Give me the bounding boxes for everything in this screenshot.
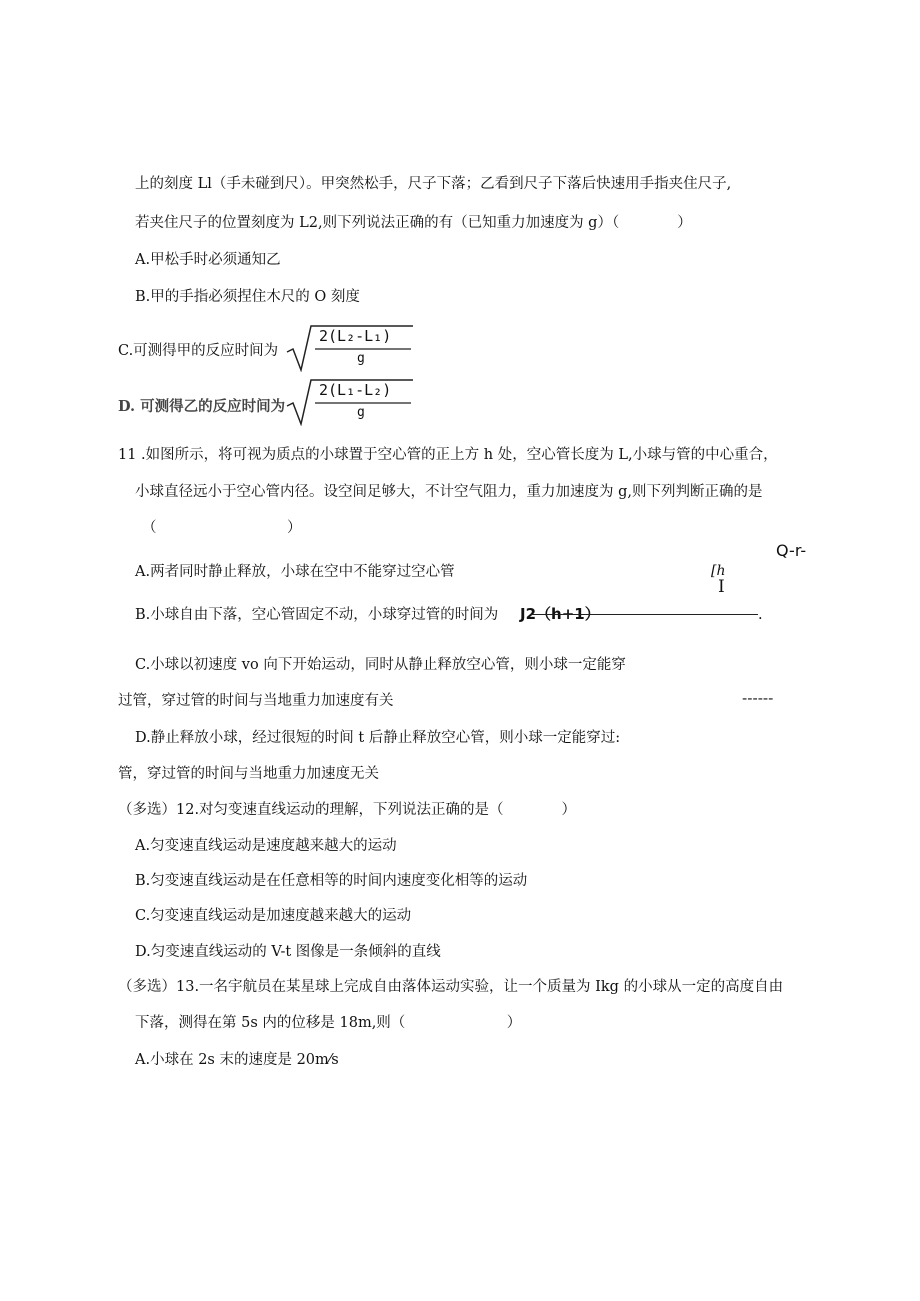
q11-option-b-formula: J2（h+1） xyxy=(520,605,600,623)
q11-option-b-period: . xyxy=(758,607,763,623)
q11-option-c-line-1: C.小球以初速度 vo 向下开始运动，同时从静止释放空心管，则小球一定能穿 xyxy=(135,657,626,673)
q12-text: （多选）12.对匀变速直线运动的理解，下列说法正确的是（ ） xyxy=(118,802,577,818)
formula-d xyxy=(285,376,415,426)
strike-line xyxy=(530,614,758,615)
q12-option-a: A.匀变速直线运动是速度越来越大的运动 xyxy=(135,838,397,854)
formula-c-denominator: g xyxy=(357,351,365,366)
q11-option-d-line-2: 管，穿过管的时间与当地重力加速度无关 xyxy=(118,766,379,782)
q11-text-line-1: 11 .如图所示，将可视为质点的小球置于空心管的正上方 h 处，空心管长度为 L,小球与管的中心重合， xyxy=(118,447,778,463)
q13-text-line-2: 下落，测得在第 5s 内的位移是 18m,则（ ） xyxy=(135,1015,522,1031)
q12-option-c: C.匀变速直线运动是加速度越来越大的运动 xyxy=(135,908,412,924)
q10-option-a: A.甲松手时必须通知乙 xyxy=(135,252,281,268)
figure-label-i: I xyxy=(718,577,725,597)
q10-option-c: C.可测得甲的反应时间为 xyxy=(118,343,279,359)
q11-text-line-2: 小球直径远小于空心管内径。设空间足够大，不计空气阻力，重力加速度为 g,则下列判断正确的是 xyxy=(135,484,763,500)
q12-option-b: B.匀变速直线运动是在任意相等的时间内速度变化相等的运动 xyxy=(135,873,528,889)
q10-text-line-2: 若夹住尺子的位置刻度为 L2,则下列说法正确的有（已知重力加速度为 g）（ ） xyxy=(135,215,692,231)
q12-option-d: D.匀变速直线运动的 V-t 图像是一条倾斜的直线 xyxy=(135,944,441,960)
q10-option-d: D. 可测得乙的反应时间为 xyxy=(118,398,286,415)
formula-d-denominator: g xyxy=(357,405,365,420)
q11-answer-bracket: （ ） xyxy=(142,520,302,536)
q11-option-c-line-2: 过管，穿过管的时间与当地重力加速度有关 xyxy=(118,693,394,709)
q11-option-d-line-1: D.静止释放小球，经过很短的时间 t 后静止释放空心管，则小球一定能穿过: xyxy=(135,730,621,746)
figure-label-q: Q-r- xyxy=(776,541,807,560)
figure-dashes: ------ xyxy=(742,691,774,707)
q13-option-a: A.小球在 2s 末的速度是 20m⁄s xyxy=(135,1052,339,1068)
q10-text-line-1: 上的刻度 Ll（手未碰到尺）。甲突然松手，尺子下落；乙看到尺子下落后快速用手指夹住尺子, xyxy=(135,176,732,192)
q11-option-b: B.小球自由下落，空心管固定不动，小球穿过管的时间为 xyxy=(135,607,499,623)
formula-c xyxy=(285,322,415,372)
q10-option-b: B.甲的手指必须捏住木尺的 O 刻度 xyxy=(135,289,360,305)
formula-c-numerator: 2(L₂-L₁) xyxy=(319,327,392,345)
formula-d-numerator: 2(L₁-L₂) xyxy=(319,381,392,399)
q13-text-line-1: （多选）13.一名宇航员在某星球上完成自由落体运动实验，让一个质量为 Ikg 的小球从一定的高度自由 xyxy=(118,979,784,995)
figure-label-h: [h xyxy=(711,563,726,579)
q11-option-a: A.两者同时静止释放，小球在空中不能穿过空心管 xyxy=(135,564,455,580)
